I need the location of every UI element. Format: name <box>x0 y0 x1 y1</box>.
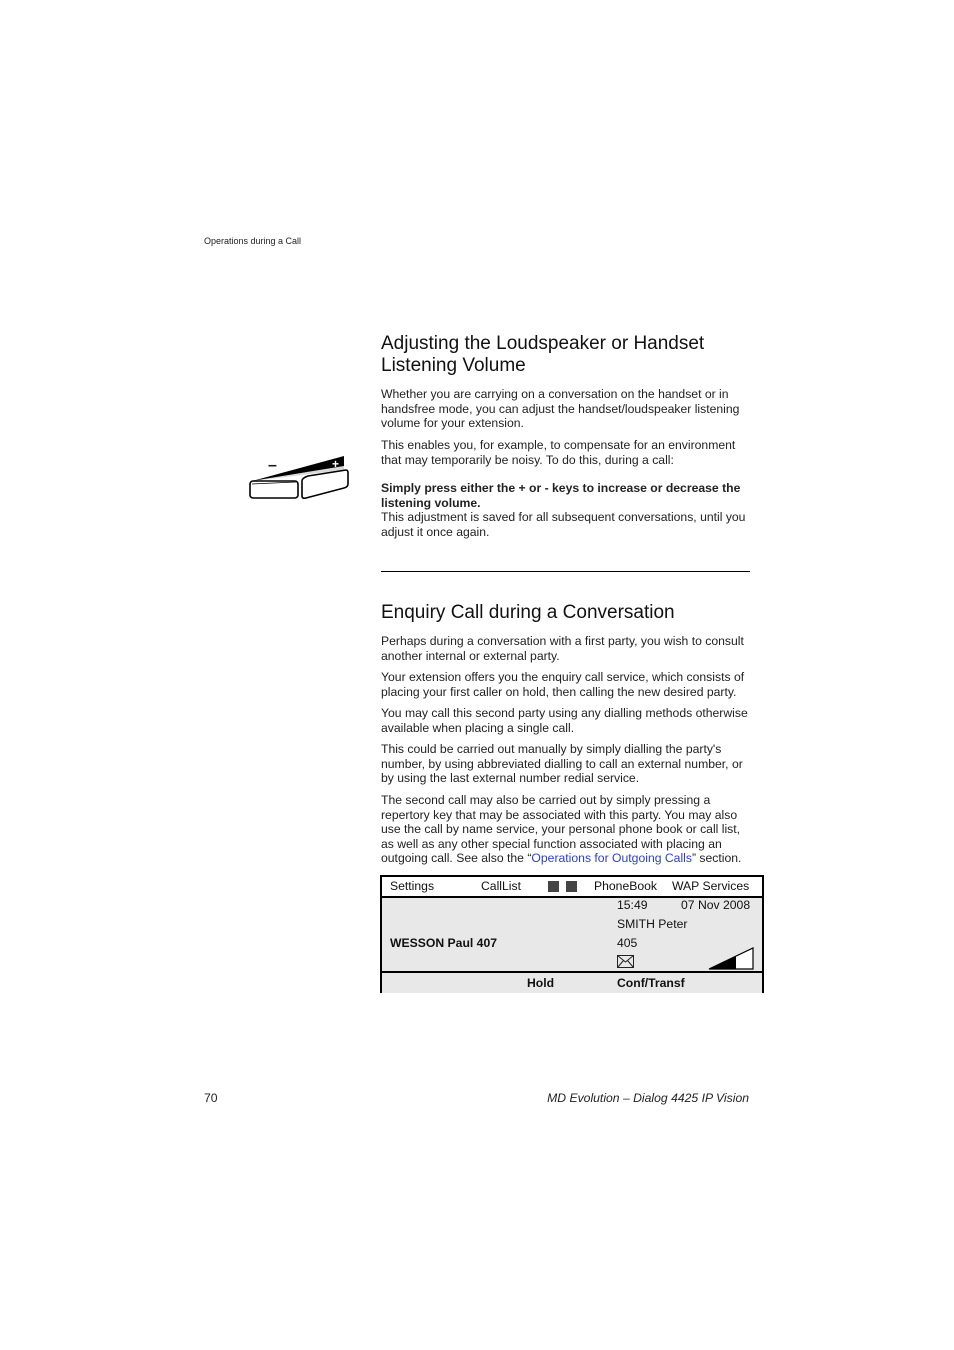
paragraph: This could be carried out manually by simply dialling the party's number, by using abbreviated dialling to call an external number, or by using the last external number redial service. <box>381 742 743 785</box>
running-header: Operations during a Call <box>204 236 302 246</box>
section-title-enquiry: Enquiry Call during a Conversation <box>381 602 675 623</box>
volume-keys-illustration <box>248 454 352 504</box>
section-divider <box>381 571 750 572</box>
paragraph: Whether you are carrying on a conversation on the handset or in handsfree mode, you can adjust the handset/loudspeaker listening volume for your extension. <box>381 387 740 430</box>
indicator-square-icon <box>566 881 577 892</box>
display-time: 15:49 <box>617 898 648 912</box>
display-own-number: 405 <box>617 936 638 950</box>
paragraph-text: The second call may also be carried out by simply pressing a repertory key that may be associated with this party. You may also use the call by name service, your personal phone book or call list, as well as any other special function associated with placing an outgoing call. See also the “ <box>381 793 741 865</box>
paragraph <box>381 793 753 866</box>
minus-key-label: – <box>268 457 277 474</box>
display-caller: WESSON Paul 407 <box>390 936 498 950</box>
paragraph-text: ” section. <box>691 851 742 865</box>
plus-key-label: + <box>332 457 340 471</box>
display-softkey-bar <box>382 971 762 993</box>
softkey-hold[interactable]: Hold <box>527 976 555 990</box>
operations-outgoing-calls-link[interactable]: Operations for Outgoing Calls <box>531 851 692 865</box>
display-own-name: SMITH Peter <box>617 917 688 931</box>
phone-display <box>380 875 764 993</box>
paragraph: Your extension offers you the enquiry call service, which consists of placing your first caller on hold, then calling the new desired party. <box>381 670 745 699</box>
display-date: 07 Nov 2008 <box>681 898 751 912</box>
paragraph: This adjustment is saved for all subsequent conversations, until you adjust it once again. <box>381 510 746 539</box>
envelope-icon <box>617 955 634 968</box>
menu-phonebook[interactable]: PhoneBook <box>594 879 658 893</box>
paragraph: You may call this second party using any dialling methods otherwise available when placing a single call. <box>381 706 748 735</box>
menu-settings[interactable]: Settings <box>390 879 435 893</box>
menu-wap-services[interactable]: WAP Services <box>672 879 750 893</box>
softkey-conf-transf[interactable]: Conf/Transf <box>617 976 685 990</box>
section-title-volume: Adjusting the Loudspeaker or Handset Listening Volume <box>381 333 705 376</box>
signal-strength-icon <box>708 947 754 970</box>
section-volume <box>381 333 753 377</box>
paragraph: This enables you, for example, to compensate for an environment that may temporarily be noisy. To do this, during a call: <box>381 438 736 467</box>
indicator-square-icon <box>548 881 559 892</box>
page-number: 70 <box>204 1091 218 1105</box>
manual-title: MD Evolution – Dialog 4425 IP Vision <box>547 1091 749 1105</box>
paragraph: Perhaps during a conversation with a first party, you wish to consult another internal or external party. <box>381 634 744 663</box>
display-menu-bar <box>382 877 762 898</box>
instruction-text: Simply press either the + or - keys to increase or decrease the listening volume. <box>381 481 741 510</box>
menu-calllist[interactable]: CallList <box>481 879 521 893</box>
